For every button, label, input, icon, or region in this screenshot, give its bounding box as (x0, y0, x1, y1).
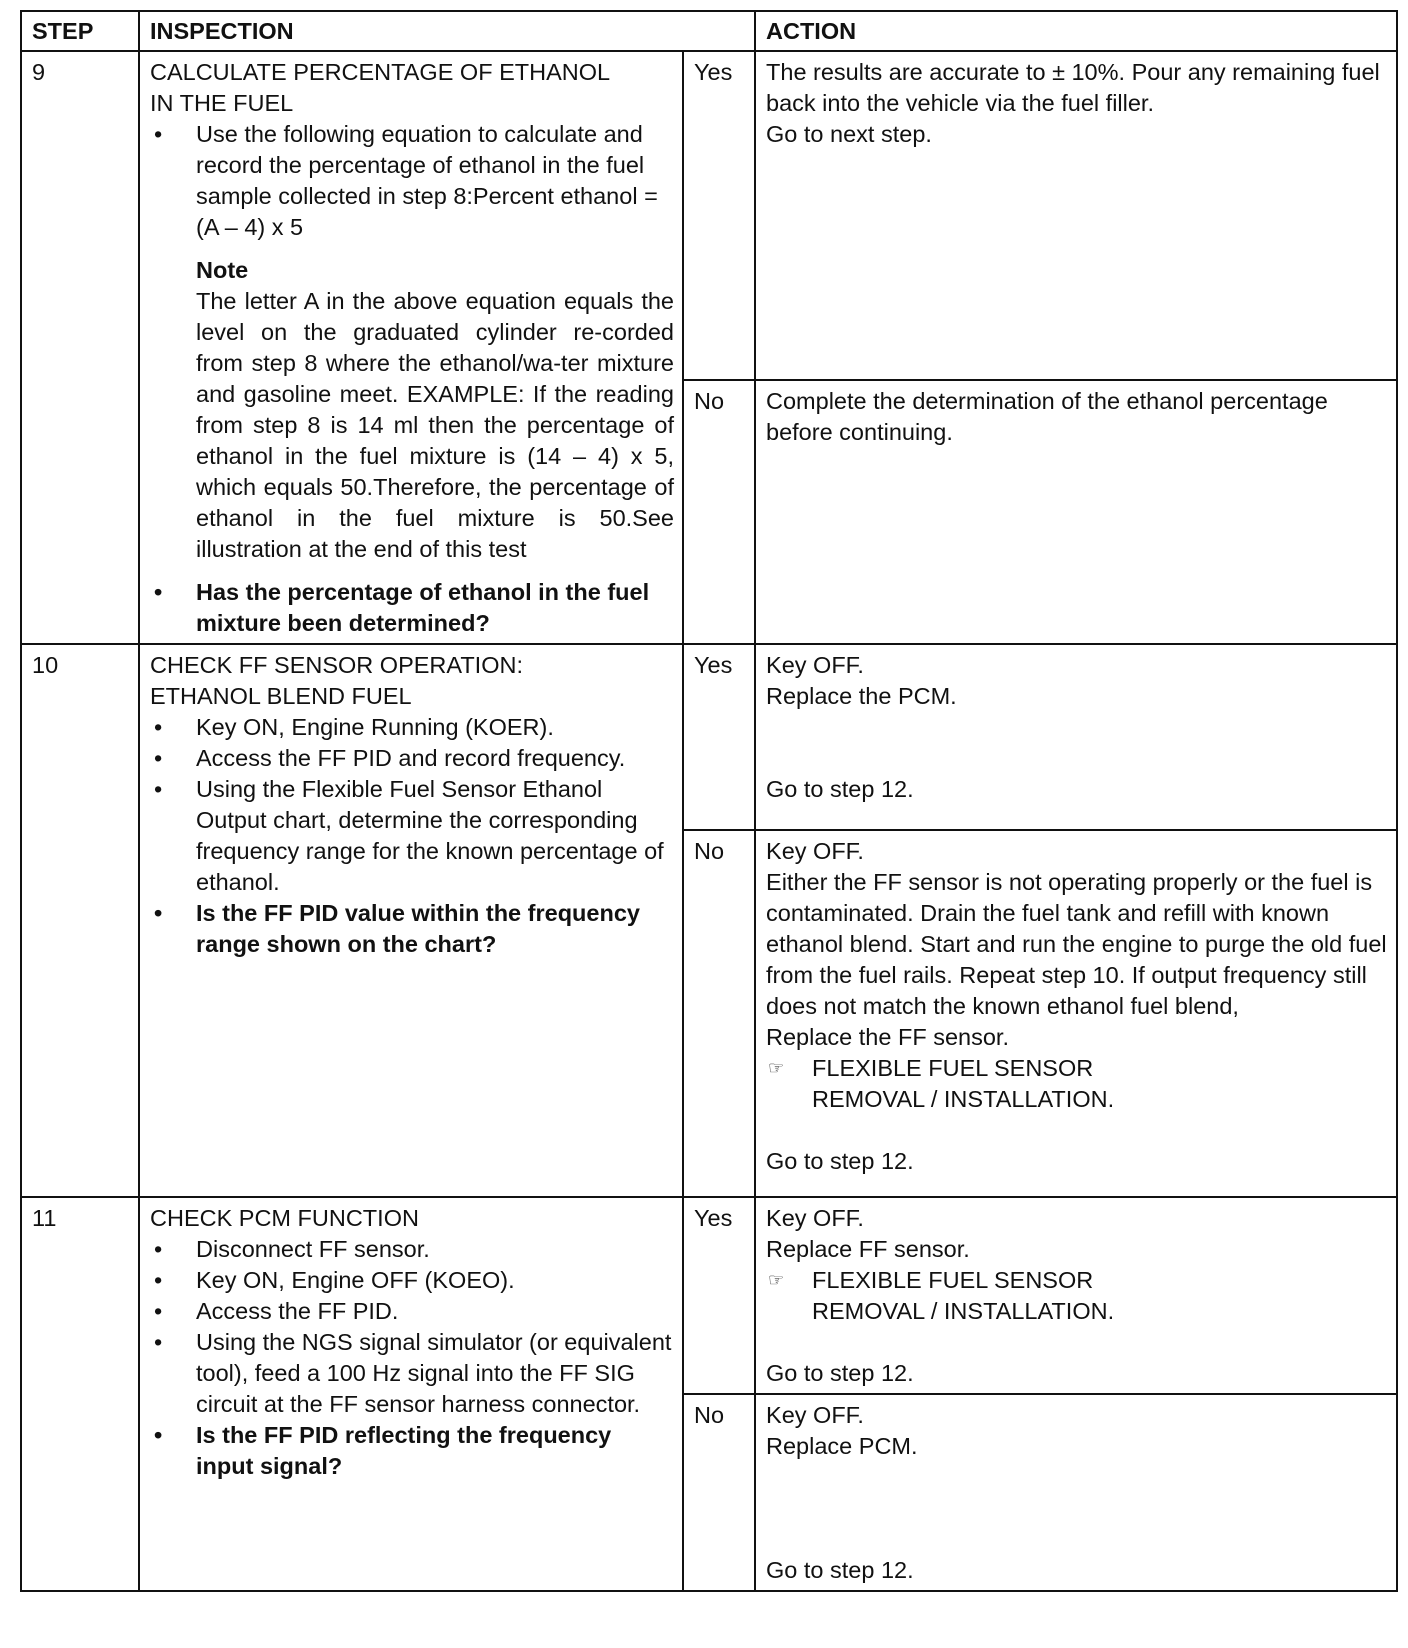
step-number: 9 (21, 51, 139, 644)
diagnostic-table (20, 10, 1398, 1592)
action-text: Key OFF. (766, 838, 864, 864)
list-item: • Using the Flexible Fuel Sensor Ethanol Output chart, determine the corresponding frequency range for the known percentage of ethanol. (150, 774, 674, 898)
note-body: The letter A in the above equation equals the level on the graduated cylinder re-corded from step 8 where the ethanol/wa-ter mixture and gasoline meet. EXAMPLE: If the reading from step 8 is 14 ml then the percentage of ethanol in the fuel mixture is (14 – 4) x 5, which equals 50.Therefore, the percentage of ethanol in the fuel mixture is 50.See illustration at the end of this test (196, 288, 674, 562)
action-text: Replace PCM. (766, 1433, 918, 1459)
no-label: No (683, 1394, 755, 1591)
list-item: • Access the FF PID. (150, 1296, 674, 1327)
step-11-yes-row (21, 1197, 1397, 1394)
inspection-title: CALCULATE PERCENTAGE OF ETHANOL (150, 59, 611, 85)
step-10-yes-row (21, 644, 1397, 830)
step-9-yes-row (21, 51, 1397, 380)
list-item: • Key ON, Engine Running (KOER). (150, 712, 674, 743)
list-item: • Access the FF PID and record frequency. (150, 743, 674, 774)
no-action (755, 1394, 1397, 1591)
inspection-question: • Has the percentage of ethanol in the fuel mixture been determined? (150, 577, 674, 639)
yes-action (755, 1197, 1397, 1394)
yes-action (755, 644, 1397, 830)
header-action: ACTION (755, 11, 1397, 51)
reference-text: REMOVAL / INSTALLATION. (812, 1086, 1115, 1112)
action-text: Replace the PCM. (766, 683, 957, 709)
inspection-cell (139, 1197, 683, 1591)
pointing-hand-icon: ☞ (768, 1058, 785, 1078)
yes-label: Yes (683, 644, 755, 830)
reference-text: REMOVAL / INSTALLATION. (812, 1298, 1115, 1324)
goto-text: Go to step 12. (766, 1148, 914, 1174)
yes-label: Yes (683, 1197, 755, 1394)
note-block (150, 255, 674, 565)
list-item: • Use the following equation to calculate and record the percentage of ethanol in the fuel sample collected in step 8:Percent ethanol = (A – 4) x 5 (150, 119, 674, 243)
note-heading: Note (196, 257, 249, 283)
inspection-title: ETHANOL BLEND FUEL (150, 683, 412, 709)
inspection-cell (139, 51, 683, 644)
no-action (755, 830, 1397, 1197)
inspection-list (150, 1234, 674, 1482)
goto-text: Go to step 12. (766, 1360, 914, 1386)
inspection-cell (139, 644, 683, 1197)
reference-text: FLEXIBLE FUEL SENSOR (812, 1267, 1094, 1293)
inspection-list (150, 712, 674, 960)
goto-text: Go to step 12. (766, 776, 914, 802)
goto-text: Go to step 12. (766, 1557, 914, 1583)
reference-link[interactable] (766, 1053, 1388, 1115)
action-text: Replace the FF sensor. (766, 1024, 1009, 1050)
action-text: Either the FF sensor is not operating properly or the fuel is contaminated. Drain the fuel tank and refill with known ethanol blend. Start and run the engine to purge the old fuel from the fuel rails. Repeat step 10. If output frequency still does not match the known ethanol fuel blend, (766, 869, 1387, 1019)
action-text: Key OFF. (766, 1402, 864, 1428)
header-step: STEP (21, 11, 139, 51)
list-item: • Using the NGS signal simulator (or equivalent tool), feed a 100 Hz signal into the FF SIG circuit at the FF sensor harness connector. (150, 1327, 674, 1420)
no-label: No (683, 380, 755, 644)
list-item: • Disconnect FF sensor. (150, 1234, 674, 1265)
header-row (21, 11, 1397, 51)
step-number: 10 (21, 644, 139, 1197)
action-text: Replace FF sensor. (766, 1236, 970, 1262)
header-inspection: INSPECTION (139, 11, 755, 51)
action-text: Key OFF. (766, 652, 864, 678)
action-text: Complete the determination of the ethanol percentage before continuing. (766, 387, 1328, 445)
pointing-hand-icon: ☞ (768, 1270, 785, 1290)
yes-label: Yes (683, 51, 755, 380)
inspection-title: CHECK FF SENSOR OPERATION: (150, 652, 523, 678)
no-label: No (683, 830, 755, 1197)
reference-text: FLEXIBLE FUEL SENSOR (812, 1055, 1094, 1081)
action-text: Go to next step. (766, 121, 932, 147)
inspection-list (150, 119, 674, 243)
inspection-title: IN THE FUEL (150, 90, 294, 116)
action-text: Key OFF. (766, 1205, 864, 1231)
inspection-title: CHECK PCM FUNCTION (150, 1205, 419, 1231)
step-number: 11 (21, 1197, 139, 1591)
inspection-question: • Is the FF PID reflecting the frequency input signal? (150, 1420, 674, 1482)
yes-action (755, 51, 1397, 380)
no-action (755, 380, 1397, 644)
inspection-question-list (150, 577, 674, 639)
inspection-question: • Is the FF PID value within the frequency range shown on the chart? (150, 898, 674, 960)
list-item: • Key ON, Engine OFF (KOEO). (150, 1265, 674, 1296)
reference-link[interactable] (766, 1265, 1388, 1327)
action-text: The results are accurate to ± 10%. Pour any remaining fuel back into the vehicle via the fuel filler. (766, 59, 1380, 116)
